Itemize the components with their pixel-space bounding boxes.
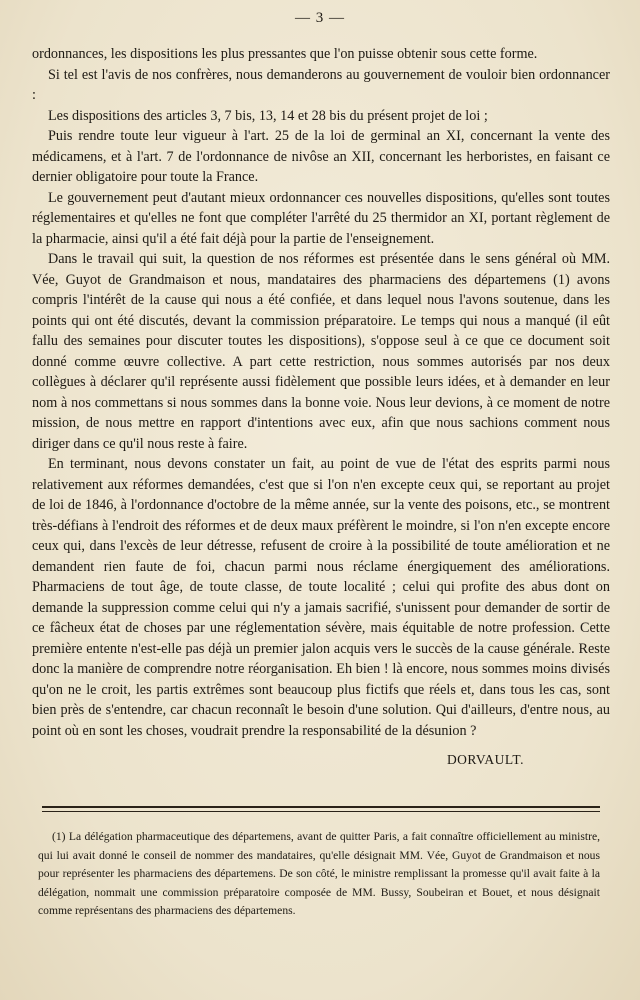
paragraph: Le gouvernement peut d'autant mieux ordonnancer ces nouvelles dispositions, qu'elles sont toutes réglementaires et qu'elles ne font que compléter l'arrêté du 25 thermidor an XI, portant règlement de la pharmacie, ainsi qu'il a été fait déjà pour la partie de l'enseignement. (32, 189, 610, 247)
paragraph: Les dispositions des articles 3, 7 bis, 13, 14 et 28 bis du présent projet de loi ; (48, 107, 488, 124)
footnote-text: (1) La délégation pharmaceutique des départemens, avant de quitter Paris, a fait connaître officiellement au ministre, qui lui avait donné le conseil de nommer des mandataires, qu'elle désignait MM. Vée, Guyot de Grandmaison et nous pour représenter les pharmaciens des départemens. De son côté, le ministre remplissant la promesse qu'il avait faite à la délégation, nommait une commission préparatoire composée de MM. Bussy, Soubeiran et Bouet, et nous désignait comme représentans des pharmaciens des départemens. (38, 830, 600, 917)
footnote (38, 828, 600, 921)
footnote-divider-thin (42, 811, 600, 812)
paragraph: En terminant, nous devons constater un fait, au point de vue de l'état des esprits parmi nous relativement aux réformes demandées, c'est que si l'on n'en excepte ceux qui, se reportant au projet de loi de 1846, à l'ordonnance d'octobre de la même année, sur la vente des poisons, etc., se montrent très-défians à l'endroit des réformes et de deux maux préfèrent le moindre, si l'on n'en excepte encore ceux qui, dans l'excès de leur détresse, refusent de croire à la possibilité de toute amélioration et ne demandent rien faute de foi, chacun parmi nous réclame énergiquement des améliorations. Pharmaciens de tout âge, de toute classe, de toute localité ; celui qui profite des abus dont on demande la suppression comme celui qui n'y a jamais sacrifié, s'unissent pour demander de sortir de ce fâcheux état de choses par une réglementation sévère, mais équitable de notre profession. Cette première entente n'est-elle pas déjà un premier jalon acquis vers le succès de la cause générale. Reste donc la manière de comprendre notre réorganisation. Eh bien ! là encore, nous sommes moins divisés qu'on ne le croit, les partis extrêmes sont beaucoup plus fictifs que réels et, dans tous les cas, sont bien près de s'entendre, car chacun reconnaît le besoin d'une solution. Qui d'ailleurs, d'entre nous, au point où en sont les choses, voudrait prendre la responsabilité de la désunion ? (32, 456, 610, 739)
page-number: — 3 — (295, 10, 345, 26)
author-signature: DORVAULT. (446, 752, 524, 767)
paragraph: Si tel est l'avis de nos confrères, nous demanderons au gouvernement de vouloir bien ordonnancer : (32, 66, 610, 103)
main-text (32, 44, 610, 741)
paragraph: Dans le travail qui suit, la question de nos réformes est présentée dans le sens général où MM. Vée, Guyot de Grandmaison et nous, mandataires des pharmaciens des départemens (1) avons compris l'intérêt de la cause qui nous a été confiée, et dans lequel nous l'avons soutenue, dans les points qui ont été discutés, devant la commission préparatoire. Le temps qui nous a manqué (il eût fallu des semaines pour discuter toutes les dispositions), s'oppose seul à ce que ce document soit donné comme œuvre collective. A part cette restriction, nous sommes autorisés par nos deux collègues à déclarer qu'il représente aussi fidèlement que possible leurs idées, et à demander en leur nom à nos commettans si nous sommes dans la bonne voie. Nous leur devions, à ce moment de notre mission, de nous mettre en rapport d'intentions avec eux, afin que nous sachions comment nous diriger dans ce qu'il nous reste à faire. (32, 251, 610, 452)
paragraph: Puis rendre toute leur vigueur à l'art. 25 de la loi de germinal an XI, concernant la vente des médicamens, et à l'art. 7 de l'ordonnance de nivôse an XII, concernant les herboristes, en faisant ce dernier obligatoire pour toute la France. (32, 128, 610, 185)
paragraph: ordonnances, les dispositions les plus pressantes que l'on puisse obtenir sous cette forme. (32, 46, 538, 62)
footnote-divider (42, 806, 600, 808)
